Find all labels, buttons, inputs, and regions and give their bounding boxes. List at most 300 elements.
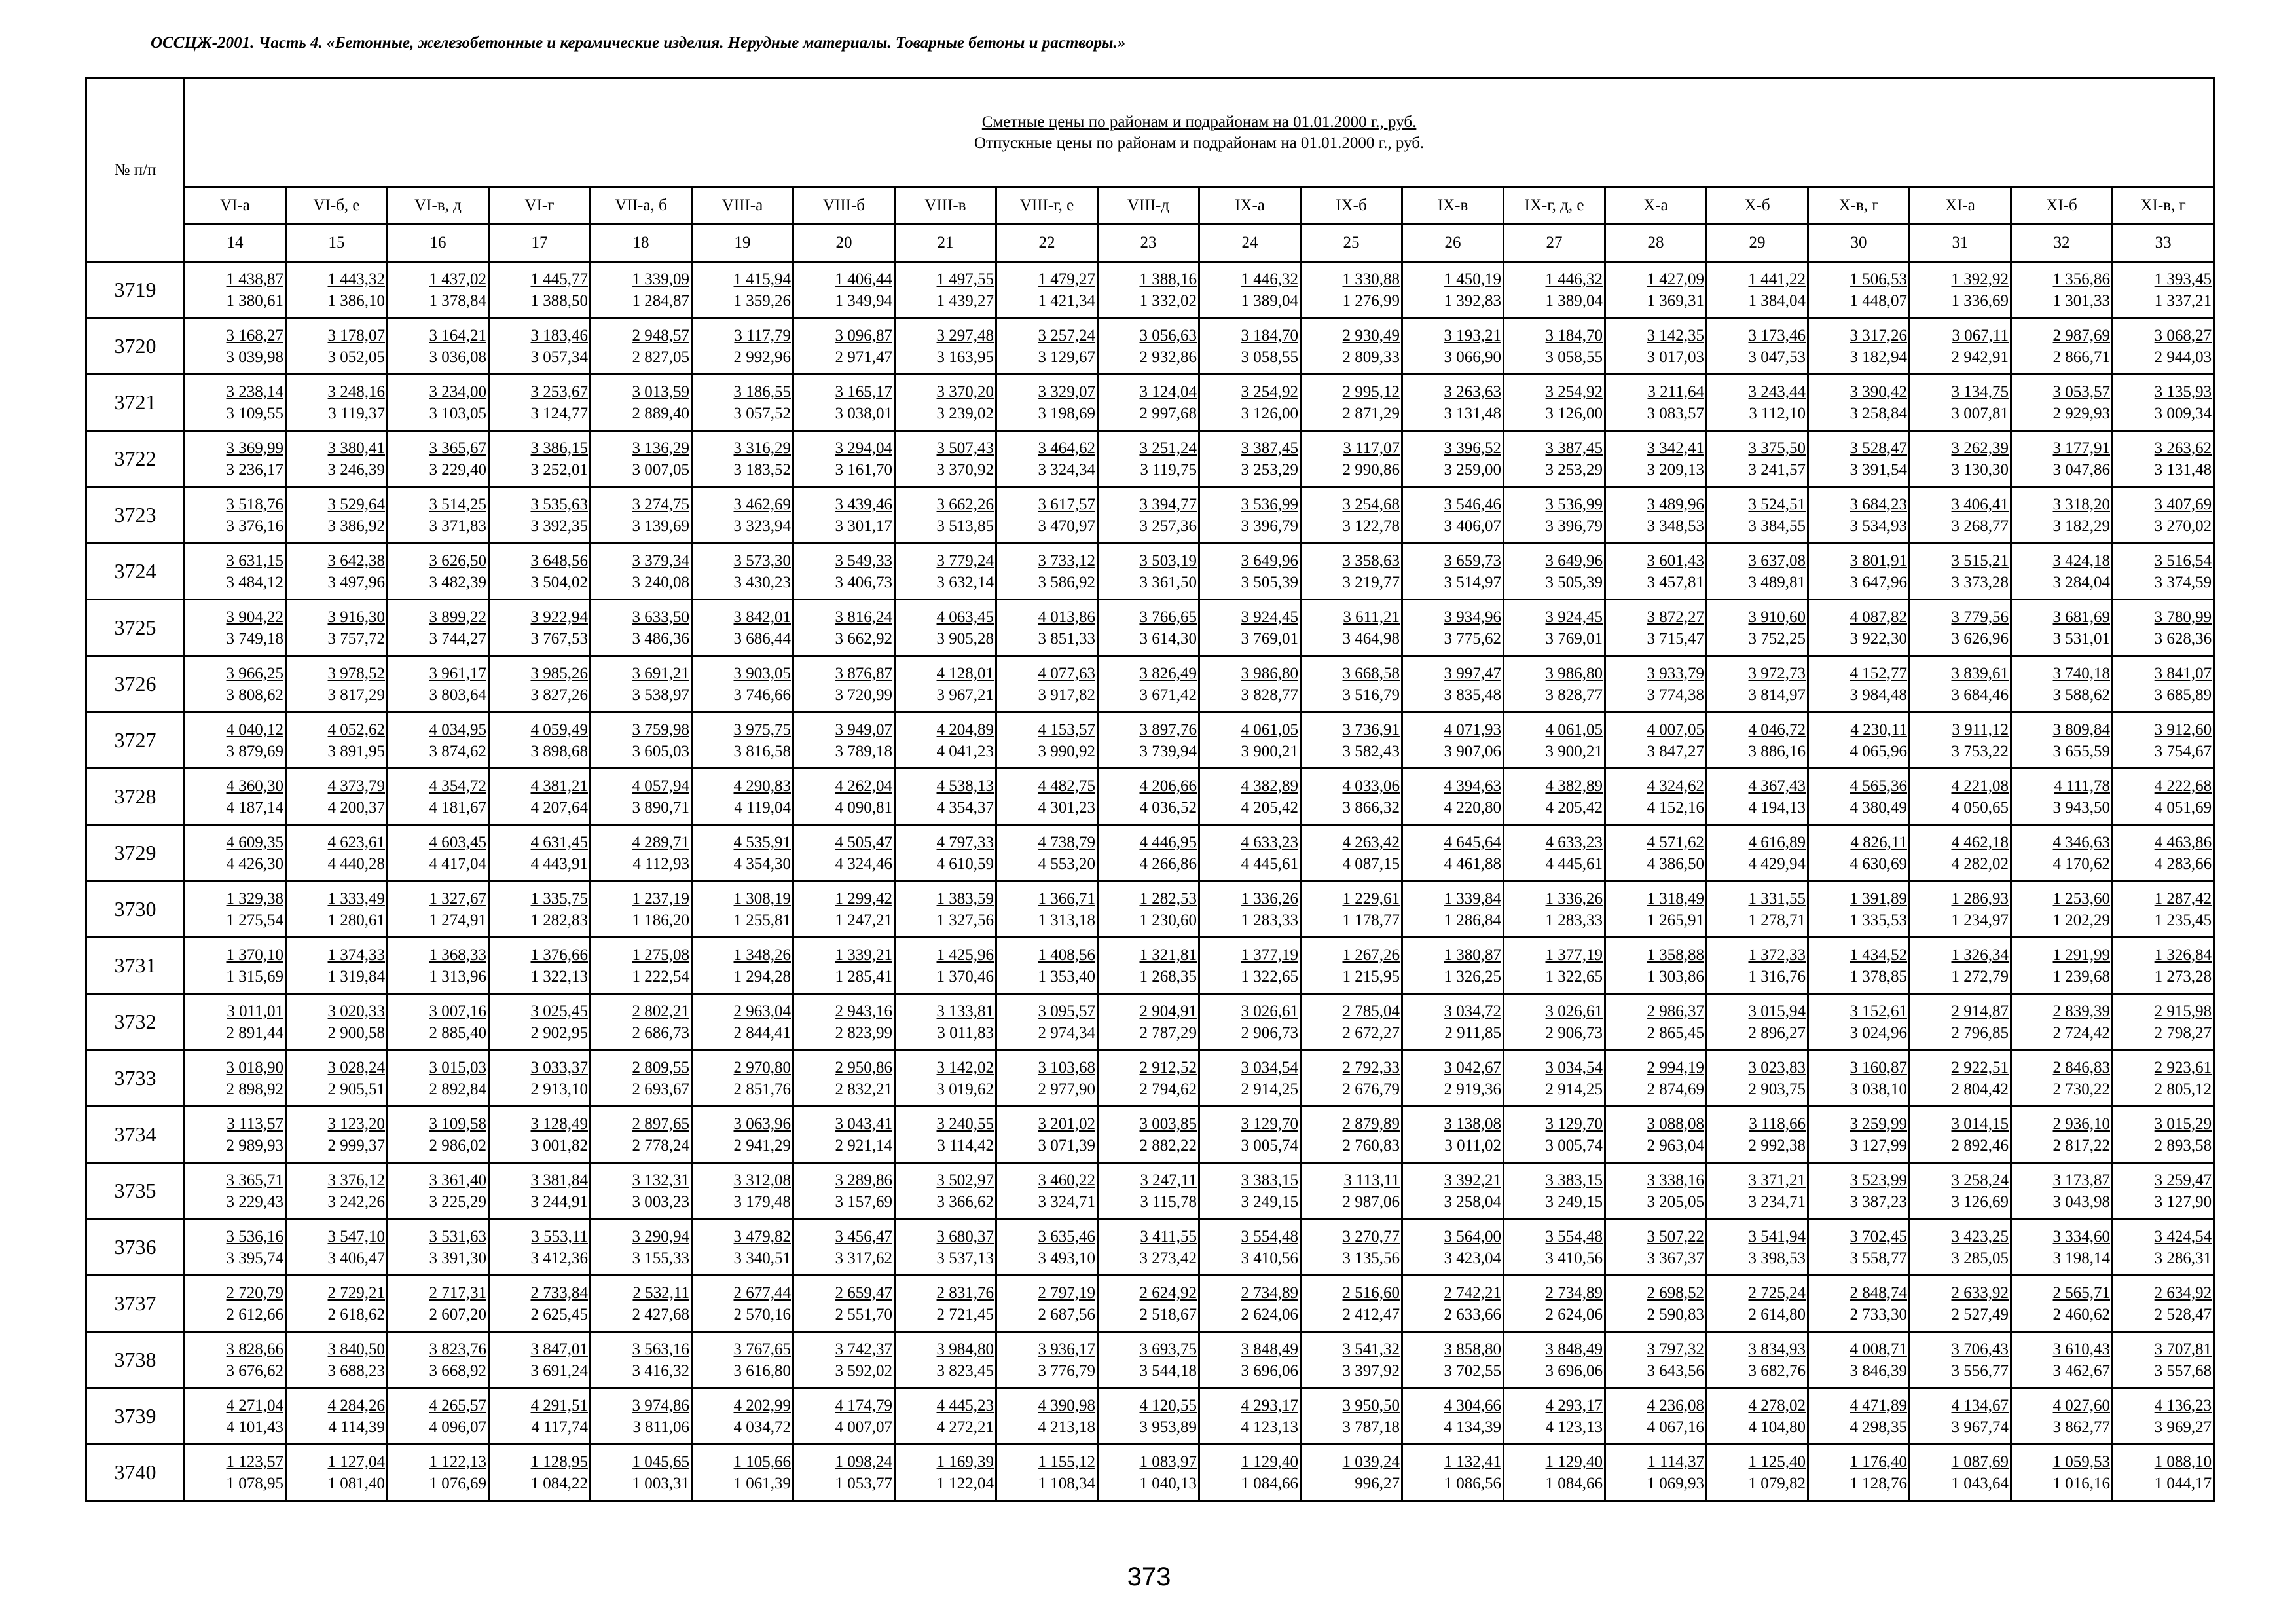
estimate-price: 3 138,08	[1444, 1115, 1501, 1133]
column-number: 26	[1402, 224, 1504, 262]
estimate-price: 1 425,96	[936, 946, 994, 964]
release-price: 2 992,38	[1748, 1136, 1806, 1154]
price-cell	[1098, 1276, 1199, 1332]
price-cell	[895, 431, 996, 487]
price-cell	[591, 262, 692, 318]
estimate-price: 4 293,17	[1241, 1396, 1298, 1414]
estimate-price: 1 326,34	[1951, 946, 2009, 964]
price-cell	[793, 544, 895, 600]
estimate-price: 3 610,43	[2052, 1340, 2110, 1358]
price-cell	[1605, 1276, 1707, 1332]
estimate-price: 3 133,81	[936, 1002, 994, 1020]
price-cell	[1098, 769, 1199, 825]
price-cell	[1199, 712, 1301, 769]
table-row	[86, 262, 2214, 318]
estimate-price: 3 554,48	[1545, 1227, 1603, 1246]
estimate-price: 4 265,57	[429, 1396, 486, 1414]
estimate-price: 4 052,62	[327, 720, 385, 739]
estimate-price: 3 369,99	[226, 439, 283, 457]
estimate-price: 3 668,58	[1342, 664, 1400, 682]
estimate-price: 3 297,48	[936, 326, 994, 344]
estimate-price: 3 095,57	[1038, 1002, 1095, 1020]
release-price: 3 182,29	[2052, 517, 2110, 535]
price-cell	[1910, 656, 2011, 712]
release-price: 3 890,71	[632, 798, 689, 817]
price-cell	[489, 1332, 591, 1388]
estimate-price: 3 390,42	[1850, 382, 1907, 401]
estimate-price: 3 779,56	[1951, 608, 2009, 626]
release-price: 3 219,77	[1342, 573, 1400, 591]
release-price: 3 814,97	[1748, 686, 1806, 704]
estimate-price: 3 842,01	[733, 608, 791, 626]
release-price: 4 324,46	[835, 855, 892, 873]
price-cell	[1910, 431, 2011, 487]
price-cell	[388, 1163, 489, 1219]
estimate-price: 2 914,87	[1951, 1002, 2009, 1020]
estimate-price: 3 254,68	[1342, 495, 1400, 513]
estimate-price: 2 785,04	[1342, 1002, 1400, 1020]
release-price: 3 757,72	[327, 629, 385, 648]
estimate-price: 3 113,57	[227, 1115, 283, 1133]
price-cell	[286, 487, 388, 544]
estimate-price: 2 797,19	[1038, 1283, 1095, 1302]
release-price: 2 974,34	[1038, 1024, 1095, 1042]
estimate-price: 3 635,46	[1038, 1227, 1095, 1246]
estimate-price: 3 904,22	[226, 608, 283, 626]
estimate-price: 3 911,12	[1952, 720, 2009, 739]
price-cell	[1910, 318, 2011, 375]
release-price: 4 090,81	[835, 798, 892, 817]
estimate-price: 1 408,56	[1038, 946, 1095, 964]
table-row	[86, 1107, 2214, 1163]
price-cell	[489, 318, 591, 375]
release-price: 3 513,85	[936, 517, 994, 535]
price-cell	[1301, 994, 1402, 1050]
release-price: 4 429,94	[1748, 855, 1806, 873]
release-price: 3 662,92	[835, 629, 892, 648]
page-header: ОССЦЖ-2001. Часть 4. «Бетонные, железобетонные и керамические изделия. Нерудные материалы. Товарные бетоны и растворы.»	[151, 34, 1126, 52]
release-price: 2 724,42	[2052, 1024, 2110, 1042]
price-cell	[1707, 769, 1808, 825]
price-cell	[1504, 1332, 1605, 1388]
release-price: 3 249,15	[1545, 1192, 1603, 1211]
release-price: 3 754,67	[2154, 742, 2212, 760]
price-cell	[692, 825, 793, 881]
price-cell	[1301, 1388, 1402, 1445]
price-cell	[2113, 375, 2214, 431]
price-cell	[692, 487, 793, 544]
release-price: 3 531,01	[2052, 629, 2110, 648]
price-cell	[1301, 544, 1402, 600]
region-header: XI-а	[1910, 187, 2011, 224]
estimate-price: 3 134,75	[1951, 382, 2009, 401]
estimate-price: 3 243,44	[1748, 382, 1806, 401]
release-price: 1 384,04	[1748, 291, 1806, 310]
price-cell	[1199, 1388, 1301, 1445]
release-price: 1 283,33	[1545, 911, 1603, 929]
price-cell	[1707, 825, 1808, 881]
release-price: 2 919,36	[1444, 1080, 1501, 1098]
release-price: 2 963,04	[1647, 1136, 1704, 1154]
release-price: 1 303,86	[1647, 967, 1704, 986]
estimate-price: 3 165,17	[835, 382, 892, 401]
price-cell	[2011, 1163, 2113, 1219]
price-cell	[895, 375, 996, 431]
price-cell	[388, 431, 489, 487]
estimate-price: 3 251,24	[1139, 439, 1197, 457]
release-price: 3 556,77	[1951, 1361, 2009, 1380]
estimate-price: 1 253,60	[2052, 889, 2110, 908]
estimate-price: 3 015,29	[2154, 1115, 2212, 1133]
estimate-price: 3 922,94	[530, 608, 588, 626]
release-price: 3 558,77	[1850, 1249, 1907, 1267]
price-cell	[1199, 544, 1301, 600]
release-price: 3 774,38	[1647, 686, 1704, 704]
price-cell	[185, 938, 286, 994]
price-cell	[793, 1388, 895, 1445]
release-price: 4 067,16	[1647, 1418, 1704, 1436]
column-number: 15	[286, 224, 388, 262]
estimate-price: 3 702,45	[1850, 1227, 1907, 1246]
estimate-price: 3 529,64	[327, 495, 385, 513]
release-price: 4 282,02	[1951, 855, 2009, 873]
estimate-price: 3 015,94	[1748, 1002, 1806, 1020]
estimate-price: 4 623,61	[327, 833, 385, 851]
row-number: 3723	[86, 487, 185, 544]
estimate-price: 2 912,52	[1139, 1058, 1197, 1077]
release-price: 1 322,65	[1545, 967, 1603, 986]
price-cell	[591, 881, 692, 938]
estimate-price: 2 987,69	[2052, 326, 2110, 344]
release-price: 1 349,94	[835, 291, 892, 310]
release-price: 3 410,56	[1241, 1249, 1298, 1267]
price-cell	[286, 318, 388, 375]
release-price: 3 083,57	[1647, 404, 1704, 422]
release-price: 3 323,94	[733, 517, 791, 535]
price-cell	[793, 1050, 895, 1107]
release-price: 3 131,48	[1444, 404, 1501, 422]
price-cell	[1098, 1219, 1199, 1276]
release-price: 3 967,74	[1951, 1418, 2009, 1436]
row-number: 3734	[86, 1107, 185, 1163]
estimate-price: 2 565,71	[2052, 1283, 2110, 1302]
region-header: XI-б	[2011, 187, 2113, 224]
estimate-price: 3 662,26	[936, 495, 994, 513]
estimate-price: 3 142,02	[936, 1058, 994, 1077]
estimate-price: 3 034,72	[1444, 1002, 1501, 1020]
estimate-price: 3 858,80	[1444, 1340, 1501, 1358]
price-cell	[1098, 431, 1199, 487]
price-cell	[489, 1445, 591, 1501]
region-header: VI-г	[489, 187, 591, 224]
estimate-price: 3 342,41	[1647, 439, 1704, 457]
estimate-price: 2 915,98	[2154, 1002, 2212, 1020]
price-cell	[1199, 600, 1301, 656]
estimate-price: 3 424,54	[2154, 1227, 2212, 1246]
release-price: 3 557,68	[2154, 1361, 2212, 1380]
region-header: VI-а	[185, 187, 286, 224]
price-cell	[185, 1332, 286, 1388]
estimate-price: 1 125,40	[1748, 1452, 1806, 1471]
price-cell	[996, 1276, 1098, 1332]
release-price: 996,27	[1355, 1474, 1400, 1492]
estimate-price: 3 912,60	[2154, 720, 2212, 739]
release-price: 4 123,13	[1545, 1418, 1603, 1436]
price-cell	[793, 881, 895, 938]
release-price: 1 084,22	[530, 1474, 588, 1492]
title-line-estimate: Сметные цены по районам и подрайонам на 01.01.2000 г., руб.	[981, 113, 1417, 131]
release-price: 4 194,13	[1748, 798, 1806, 817]
price-cell	[286, 769, 388, 825]
price-cell	[1605, 1219, 1707, 1276]
estimate-price: 4 633,23	[1241, 833, 1298, 851]
price-cell	[489, 262, 591, 318]
table-row	[86, 1219, 2214, 1276]
release-price: 4 205,42	[1545, 798, 1603, 817]
estimate-price: 4 284,26	[327, 1396, 385, 1414]
release-price: 1 061,39	[733, 1474, 791, 1492]
estimate-price: 3 536,99	[1545, 495, 1603, 513]
price-cell	[1910, 1050, 2011, 1107]
price-cell	[591, 1050, 692, 1107]
price-cell	[1301, 375, 1402, 431]
price-cell	[1707, 1445, 1808, 1501]
estimate-price: 2 986,37	[1647, 1002, 1704, 1020]
estimate-price: 1 427,09	[1647, 270, 1704, 288]
release-price: 1 274,91	[429, 911, 486, 929]
price-cell	[1808, 1050, 1910, 1107]
release-price: 2 896,27	[1748, 1024, 1806, 1042]
price-cell	[1808, 656, 1910, 712]
estimate-price: 3 234,00	[429, 382, 486, 401]
estimate-price: 3 840,50	[327, 1340, 385, 1358]
release-price: 3 900,21	[1545, 742, 1603, 760]
estimate-price: 3 924,45	[1241, 608, 1298, 626]
release-price: 1 265,91	[1647, 911, 1704, 929]
release-price: 3 715,47	[1647, 629, 1704, 648]
release-price: 3 470,97	[1038, 517, 1095, 535]
column-number: 33	[2113, 224, 2214, 262]
price-cell	[1910, 769, 2011, 825]
price-cell	[1301, 938, 1402, 994]
estimate-price: 1 122,13	[429, 1452, 486, 1471]
price-cell	[591, 487, 692, 544]
header-row-col-numbers	[86, 224, 2214, 262]
estimate-price: 3 387,45	[1545, 439, 1603, 457]
release-price: 2 882,22	[1139, 1136, 1197, 1154]
estimate-price: 1 446,32	[1545, 270, 1603, 288]
release-price: 3 886,16	[1748, 742, 1806, 760]
estimate-price: 4 462,18	[1951, 833, 2009, 851]
price-cell	[388, 769, 489, 825]
release-price: 2 898,92	[226, 1080, 283, 1098]
estimate-price: 3 631,15	[226, 551, 283, 570]
price-cell	[793, 938, 895, 994]
row-number: 3719	[86, 262, 185, 318]
estimate-price: 3 056,63	[1139, 326, 1197, 344]
estimate-price: 1 286,93	[1951, 889, 2009, 908]
release-price: 3 410,56	[1545, 1249, 1603, 1267]
price-cell	[793, 1332, 895, 1388]
estimate-price: 3 186,55	[733, 382, 791, 401]
estimate-price: 2 717,31	[429, 1283, 486, 1302]
release-price: 2 913,10	[530, 1080, 588, 1098]
price-cell	[2011, 1332, 2113, 1388]
row-number: 3737	[86, 1276, 185, 1332]
price-cell	[388, 1388, 489, 1445]
price-cell	[692, 938, 793, 994]
column-number: 16	[388, 224, 489, 262]
price-cell	[1707, 431, 1808, 487]
price-cell	[793, 769, 895, 825]
price-cell	[793, 600, 895, 656]
estimate-price: 2 634,92	[2154, 1283, 2212, 1302]
price-cell	[895, 600, 996, 656]
estimate-price: 3 767,65	[733, 1340, 791, 1358]
estimate-price: 4 797,33	[936, 833, 994, 851]
release-price: 1 327,56	[936, 911, 994, 929]
estimate-price: 2 846,83	[2052, 1058, 2110, 1077]
price-cell	[2113, 712, 2214, 769]
release-price: 3 039,98	[226, 348, 283, 366]
release-price: 1 235,45	[2154, 911, 2212, 929]
release-price: 1 278,71	[1748, 911, 1806, 929]
price-cell	[185, 1107, 286, 1163]
release-price: 3 969,27	[2154, 1418, 2212, 1436]
estimate-price: 3 848,49	[1545, 1340, 1603, 1358]
release-price: 2 866,71	[2052, 348, 2110, 366]
estimate-price: 3 096,87	[835, 326, 892, 344]
estimate-price: 3 507,43	[936, 439, 994, 457]
price-cell	[1098, 994, 1199, 1050]
price-cell	[692, 994, 793, 1050]
estimate-price: 4 230,11	[1850, 720, 1907, 739]
release-price: 1 230,60	[1139, 911, 1197, 929]
col-number-header: № п/п	[86, 79, 185, 262]
price-cell	[1199, 1107, 1301, 1163]
estimate-price: 1 356,86	[2052, 270, 2110, 288]
price-cell	[2011, 712, 2113, 769]
estimate-price: 4 367,43	[1748, 777, 1806, 795]
estimate-price: 4 645,64	[1444, 833, 1501, 851]
release-price: 3 119,37	[328, 404, 385, 422]
price-cell	[2011, 1276, 2113, 1332]
release-price: 3 769,01	[1545, 629, 1603, 648]
release-price: 3 124,77	[530, 404, 588, 422]
price-cell	[793, 1219, 895, 1276]
table-row	[86, 656, 2214, 712]
price-cell	[1504, 262, 1605, 318]
estimate-price: 4 565,36	[1850, 777, 1907, 795]
release-price: 3 391,30	[429, 1249, 486, 1267]
release-price: 3 258,84	[1850, 404, 1907, 422]
estimate-price: 4 826,11	[1850, 833, 1907, 851]
release-price: 3 605,03	[632, 742, 689, 760]
estimate-price: 3 329,07	[1038, 382, 1095, 401]
price-cell	[388, 656, 489, 712]
estimate-price: 1 434,52	[1850, 946, 1907, 964]
region-header: VIII-г, е	[996, 187, 1098, 224]
release-price: 1 319,84	[327, 967, 385, 986]
release-price: 4 354,30	[733, 855, 791, 873]
estimate-price: 4 293,17	[1545, 1396, 1603, 1414]
release-price: 3 127,90	[2154, 1192, 2212, 1211]
estimate-price: 3 541,94	[1748, 1227, 1806, 1246]
estimate-price: 3 949,07	[835, 720, 892, 739]
price-cell	[388, 938, 489, 994]
region-header: VIII-в	[895, 187, 996, 224]
estimate-price: 3 464,62	[1038, 439, 1095, 457]
estimate-price: 3 193,21	[1444, 326, 1501, 344]
row-number: 3721	[86, 375, 185, 431]
price-cell	[286, 375, 388, 431]
estimate-price: 2 848,74	[1850, 1283, 1907, 1302]
price-cell	[2113, 1388, 2214, 1445]
release-price: 1 448,07	[1850, 291, 1907, 310]
estimate-price: 3 563,16	[632, 1340, 689, 1358]
release-price: 3 259,00	[1444, 460, 1501, 479]
estimate-price: 1 132,41	[1444, 1452, 1501, 1471]
release-price: 3 753,22	[1951, 742, 2009, 760]
price-cell	[1402, 1107, 1504, 1163]
release-price: 1 255,81	[733, 911, 791, 929]
release-price: 1 108,34	[1038, 1474, 1095, 1492]
price-cell	[1605, 1332, 1707, 1388]
price-cell	[1199, 318, 1301, 375]
release-price: 3 112,10	[1749, 404, 1806, 422]
estimate-price: 3 152,61	[1850, 1002, 1907, 1020]
release-price: 3 847,27	[1647, 742, 1704, 760]
price-cell	[286, 262, 388, 318]
release-price: 4 426,30	[226, 855, 283, 873]
price-cell	[1605, 656, 1707, 712]
price-cell	[895, 712, 996, 769]
price-cell	[185, 656, 286, 712]
estimate-price: 3 023,83	[1748, 1058, 1806, 1077]
estimate-price: 4 013,86	[1038, 608, 1095, 626]
table-row	[86, 1445, 2214, 1501]
price-cell	[185, 487, 286, 544]
release-price: 3 301,17	[835, 517, 892, 535]
estimate-price: 3 564,00	[1444, 1227, 1501, 1246]
estimate-price: 3 828,66	[226, 1340, 283, 1358]
estimate-price: 3 617,57	[1038, 495, 1095, 513]
release-price: 4 440,28	[327, 855, 385, 873]
price-cell	[1707, 262, 1808, 318]
estimate-price: 4 063,45	[936, 608, 994, 626]
estimate-price: 4 206,66	[1139, 777, 1197, 795]
estimate-price: 1 330,88	[1342, 270, 1400, 288]
estimate-price: 4 603,45	[429, 833, 486, 851]
price-cell	[1301, 600, 1402, 656]
release-price: 3 115,78	[1140, 1192, 1197, 1211]
price-cell	[1504, 881, 1605, 938]
price-cell	[388, 1445, 489, 1501]
release-price: 3 225,29	[429, 1192, 486, 1211]
release-price: 3 109,55	[226, 404, 283, 422]
price-cell	[1402, 825, 1504, 881]
price-cell	[1301, 487, 1402, 544]
price-cell	[1199, 1445, 1301, 1501]
release-price: 4 187,14	[226, 798, 283, 817]
price-cell	[591, 1445, 692, 1501]
estimate-price: 4 034,95	[429, 720, 486, 739]
release-price: 3 270,02	[2154, 517, 2212, 535]
estimate-price: 3 910,60	[1748, 608, 1806, 626]
estimate-price: 1 267,26	[1342, 946, 1400, 964]
estimate-price: 4 445,23	[936, 1396, 994, 1414]
estimate-price: 3 129,70	[1545, 1115, 1603, 1133]
